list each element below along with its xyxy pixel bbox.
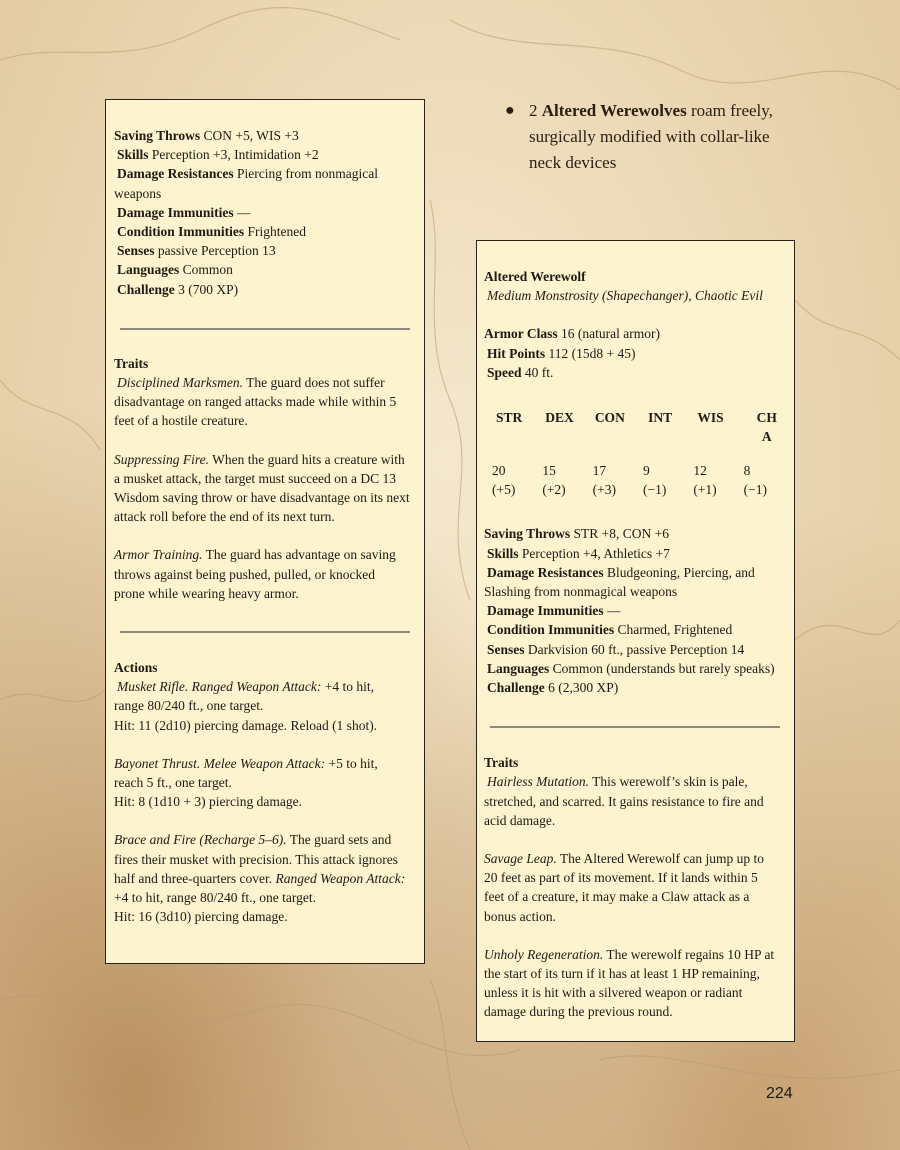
ability-cha: CH A 8 (−1) <box>743 410 777 498</box>
skills: Skills Perception +3, Intimidation +2 <box>117 147 319 163</box>
challenge: Challenge 6 (2,300 XP) <box>487 680 619 696</box>
damage-resistances: Damage Resistances Bludgeoning, Piercing, and <box>487 564 755 580</box>
ability-wis: WIS 12 (+1) <box>693 410 724 498</box>
ability-dex: DEX 15 (+2) <box>542 410 574 498</box>
guard-stat-block <box>105 99 425 964</box>
action-bayonet-thrust: Bayonet Thrust. Melee Weapon Attack: +5 to hit, reach 5 ft., one target. Hit: 8 (1d10 + 3) piercing damage. <box>114 755 378 810</box>
senses: Senses passive Perception 13 <box>117 243 276 259</box>
trait-disciplined-marksmen: Disciplined Marksmen. The guard does not suffer disadvantage on ranged attacks made while within 5 feet of a hostile creature. <box>114 375 397 429</box>
speed: Speed 40 ft. <box>487 364 554 380</box>
challenge: Challenge 3 (700 XP) <box>117 281 239 297</box>
section-divider <box>490 726 780 728</box>
trait-hairless-mutation: Hairless Mutation. This werewolf’s skin is pale, stretched, and scarred. It gains resistance to fire and acid damage. <box>484 774 764 828</box>
saving-throws: Saving Throws STR +8, CON +6 <box>484 526 670 542</box>
saving-throws: Saving Throws CON +5, WIS +3 <box>114 128 299 143</box>
trait-savage-leap: Savage Leap. The Altered Werewolf can jump up to 20 feet as part of its movement. If it lands within 5 feet of a creature, it may make a Claw attack as a bonus action. <box>484 851 764 924</box>
languages: Languages Common <box>117 262 233 278</box>
actions-heading: Actions <box>114 660 158 676</box>
damage-resistances: Damage Resistances Piercing from nonmagical <box>117 166 378 182</box>
condition-immunities: Condition Immunities Frightened <box>117 224 307 240</box>
bullet-line-1: 2 Altered Werewolves roam freely, <box>529 101 773 120</box>
action-brace-and-fire: Brace and Fire (Recharge 5–6). The guard sets and fires their musket with precision. This attack ignores half and three-quarters cover. Ranged Weapon Attack: +4 to hit, range 80/240 ft., one target. Hit: 16 (3d10) piercing damage. <box>114 832 406 925</box>
trait-suppressing-fire: Suppressing Fire. When the guard hits a creature with a musket attack, the target must succeed on a DC 13 Wisdom saving throw or have disadvantage on its next attack roll before the end of its next turn. <box>114 451 410 525</box>
traits-heading: Traits <box>114 355 149 371</box>
damage-immunities: Damage Immunities — <box>117 204 251 220</box>
section-divider <box>120 631 410 633</box>
senses: Senses Darkvision 60 ft., passive Perception 14 <box>487 641 745 657</box>
damage-immunities: Damage Immunities — <box>487 603 621 619</box>
monster-type: Medium Monstrosity (Shapechanger), Chaotic Evil <box>487 288 763 304</box>
bullet-line-3: neck devices <box>529 153 617 172</box>
page-number: 224 <box>766 1085 793 1102</box>
traits-heading: Traits <box>484 755 519 771</box>
damage-resistances-cont: weapons <box>114 185 162 201</box>
action-musket-rifle: Musket Rifle. Ranged Weapon Attack: +4 to hit, range 80/240 ft., one target. Hit: 11 (2d10) piercing damage. Reload (1 shot). <box>114 679 378 733</box>
bullet-line-2: surgically modified with collar-like <box>529 127 770 146</box>
ability-con: CON 17 (+3) <box>592 410 625 498</box>
languages: Languages Common (understands but rarely speaks) <box>487 660 775 676</box>
encounter-bullet <box>505 98 795 176</box>
ability-str: STR 20 (+5) <box>492 410 523 498</box>
armor-class: Armor Class 16 (natural armor) <box>484 326 660 342</box>
trait-armor-training: Armor Training. The guard has advantage on saving throws against being pushed, pulled, or knocked prone while wearing heavy armor. <box>114 547 396 601</box>
ability-int: INT 9 (−1) <box>642 410 673 498</box>
bullet-icon: ● <box>505 102 515 119</box>
skills: Skills Perception +4, Athletics +7 <box>487 545 670 561</box>
section-divider <box>120 328 410 330</box>
hit-points: Hit Points 112 (15d8 + 45) <box>487 345 636 361</box>
monster-name: Altered Werewolf <box>484 269 586 284</box>
ability-scores <box>484 408 786 499</box>
damage-resistances-cont: Slashing from nonmagical weapons <box>484 584 678 600</box>
trait-unholy-regeneration: Unholy Regeneration. The werewolf regains 10 HP at the start of its turn if it has at least 1 HP remaining, unless it is hit with a silvered weapon or radiant damage during the previous round. <box>484 946 775 1020</box>
condition-immunities: Condition Immunities Charmed, Frightened <box>487 622 733 638</box>
altered-werewolf-stat-block <box>476 240 795 1042</box>
